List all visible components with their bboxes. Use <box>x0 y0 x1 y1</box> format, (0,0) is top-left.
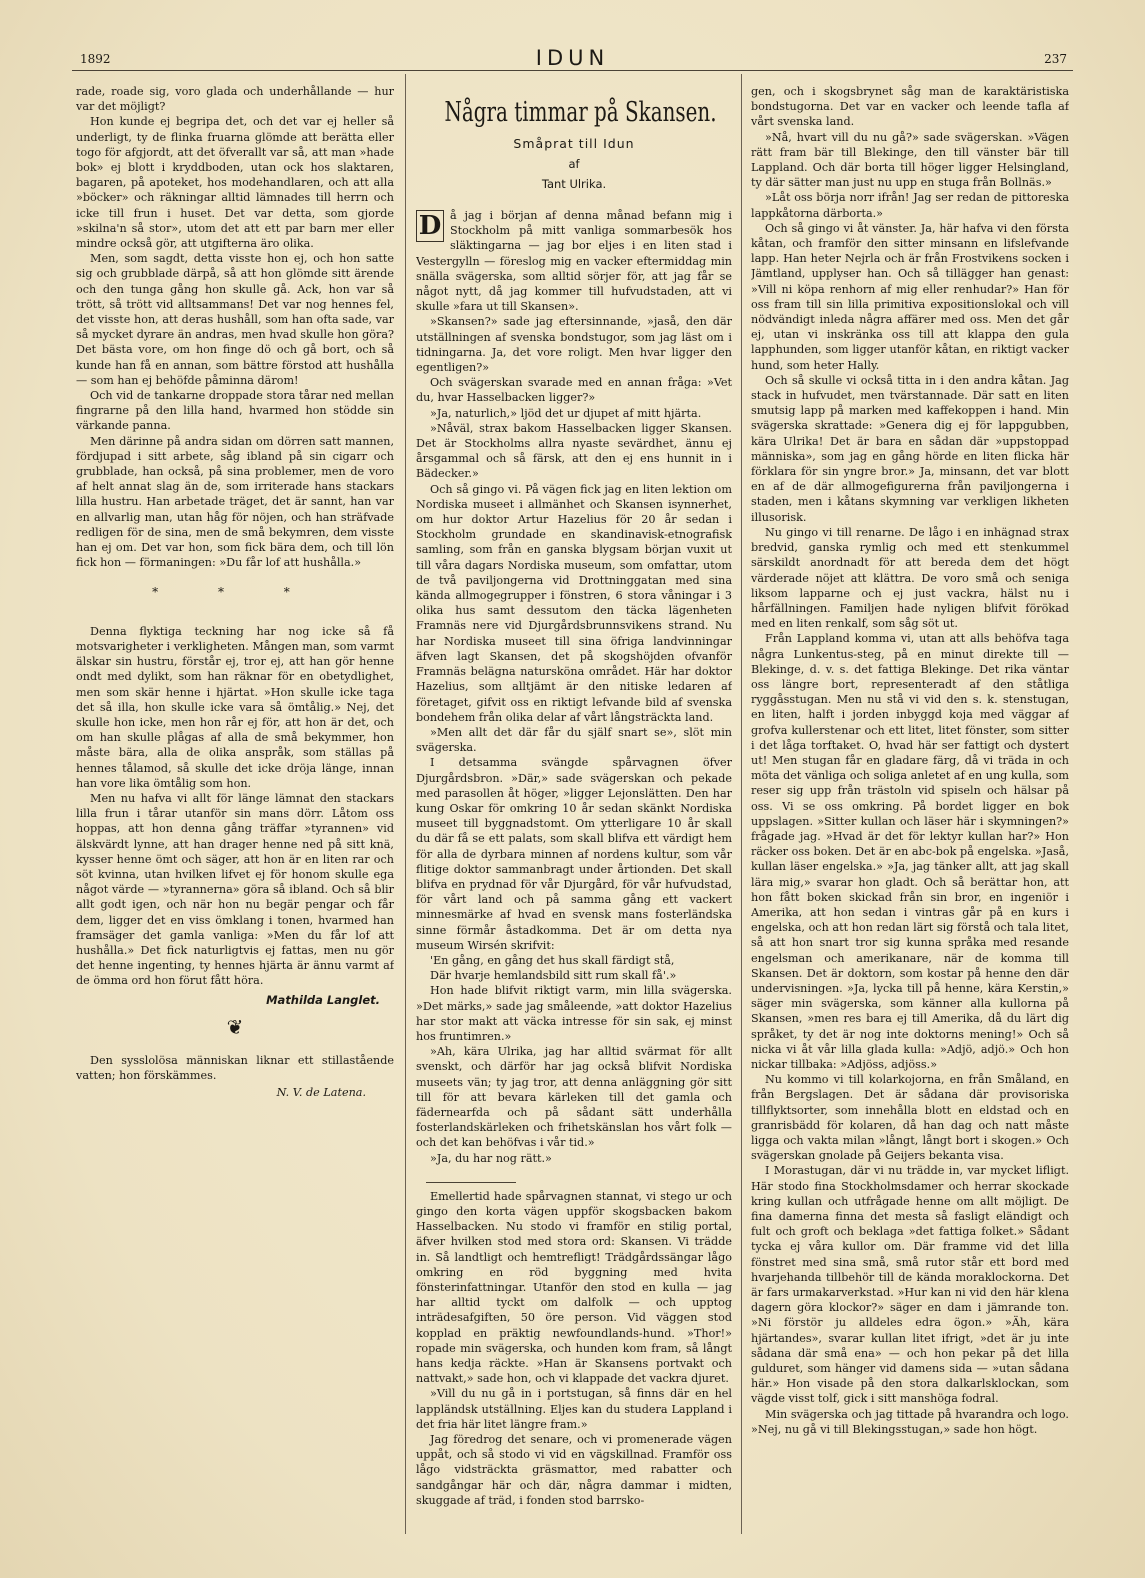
first-paragraph-text: å jag i början af denna månad befann mig i Stockholm på mitt vanliga sommarbesök hos släktingarna — jag bor eljes i en liten stad i Vestergylln — föreslog mig en vacker eftermiddag min snälla svägerska, som alltid sörjer för, att jag får se något nytt, då jag kommer till hufvudstaden, att vi skulle »fara ut till Skansen». <box>416 209 732 314</box>
ornament-icon: ❦ <box>226 1014 244 1039</box>
page-number: 237 <box>1044 52 1067 66</box>
paragraph: rade, roade sig, voro glada och underhållande — hur var det möjligt? <box>76 85 394 114</box>
poem-line: Där hvarje hemlandsbild sitt rum skall få'.» <box>430 969 677 983</box>
article-author: Tant Ulrika. <box>541 177 607 191</box>
paragraph: Och så gingo vi. På vägen fick jag en liten lektion om Nordiska museet i allmänhet och Skansen isynnerhet, om hur doktor Artur Hazelius för 20 år sedan i Stockholm grundade en skandinavisk-etnografisk samling, som från en ganska blygsam början vuxit ut till våra dagars Nordiska museum, som omfattar, utom de två paviljongerna vid Drottninggatan med sina kända allmogegrupper i fönstren, 6 stora våningar i 3 olika hus samt dessutom den täcka lägenheten Framnäs nere vid Djurgårdsbrunnsvikens strand. Nu har Nordiska museet till sina öfriga landvinningar äfven lagt Skansen, det på skogshöjden ofvanför Framnäs belägna natursköna området. Här har doktor Hazelius, som alltjämt är den nitiske ledaren af företaget, gifvit oss en riktigt lefvande bild af svenska bondehem från olika delar af vårt långsträckta land. <box>416 482 732 724</box>
paragraph: »Nåväl, strax bakom Hasselbacken ligger Skansen. Det är Stockholms allra nyaste sevärdhet, ännu ej årsgammal och så färsk, att den ej ens hunnit in i Bädecker.» <box>416 421 732 481</box>
paragraph: »Ja, du har nog rätt.» <box>430 1151 552 1165</box>
column-left <box>76 84 394 1524</box>
aphorism-author: N. V. de Latena. <box>276 1086 366 1100</box>
paragraph: Hon hade blifvit riktigt varm, min lilla svägerska. »Det märks,» sade jag småleende, »att doktor Hazelius har stor makt att väcka intresse för sin sak, ej minst hos fruntimren.» <box>416 984 732 1043</box>
column-middle <box>416 84 732 1524</box>
paragraph: »Nå, hvart vill du nu gå?» sade svägerskan. »Vägen rätt fram bär till Blekinge, den till vänster bär till Lappland. Och där borta till höger ligger Helsingland, ty där sätter man just nu upp en stuga från Bollnäs.» <box>751 130 1069 190</box>
drop-cap: D <box>416 210 444 242</box>
masthead-title: IDUN <box>535 46 610 70</box>
section-break-stars: * * * <box>152 584 318 599</box>
paragraph: Nu kommo vi till kolarkojorna, en från Småland, en från Bergslagen. Det är sådana där provisoriska tillflyktsorter, som innehålla blott en eldstad och en granrisbädd för kolaren, då han dag och natt måste ligga och vakta milan »långt, långt bort i skogen.» Och svägerskan gnolade på Geijers bekanta visa. <box>751 1073 1069 1163</box>
paragraph: Och svägerskan svarade med en annan fråga: »Vet du, hvar Hasselbacken ligger?» <box>416 376 732 405</box>
paragraph: Jag föredrog det senare, och vi promenerade vägen uppåt, och så stodo vi vid en vägskillnad. Framför oss lågo vidsträckta gräsmattor, med rabatter och sandgångar här och där, några dammar i midten, skuggade af träd, i fonden stod barrsko- <box>416 1433 732 1507</box>
page-header <box>72 48 1073 71</box>
paragraph: Men därinne på andra sidan om dörren satt mannen, fördjupad i sitt arbete, såg ibland på sin cigarr och grubblade, han också, på sina problemer, men de voro af helt annat slag än de, som irriterade hans stackars lilla hustru. Han arbetade träget, det är sannt, han var en allvarlig man, utan håg för nöjen, och han sträfvade redligen för de sina, men de små bekymren, dem visste han ej om. Det var hon, som fick bära dem, och till lön fick hon — förmaningen: »Du får lof att hushålla.» <box>76 434 394 570</box>
paragraph: Denna flyktiga teckning har nog icke så få motsvarigheter i verkligheten. Mången man, som varmt älskar sin hustru, förstår ej, tror ej, att han gör henne ondt med dylikt, som han räknar för en obetydlighet, men som skär henne i hjärtat. »Hon skulle icke taga det så illa, hon skulle icke vara så ömtålig.» Nej, det skulle hon icke, men hon rår ej för, att hon är det, och om han skulle plågas af alla de små bekymmer, hon måste bära, alla de olika anspråk, som ställas på hennes tålamod, så skulle det icke dröja länge, innan han vore lika ömtålig som hon. <box>76 624 394 790</box>
paragraph: »Skansen?» sade jag eftersinnande, »jaså, den där utställningen af svenska bondstugor, som jag läst om i tidningarna. Ja, det vore roligt. Men hvar ligger den egentligen?» <box>416 315 732 375</box>
paragraph: Från Lappland komma vi, utan att alls behöfva taga några Lunkentus-steg, på en minut direkte till — Blekinge, d. v. s. det fattiga Blekinge. Det rika väntar oss längre bort, representeradt af den ståtliga ryggåsstugan. Men nu stå vi vid den s. k. stenstugan, en liten, halft i jorden inbyggd koja med väggar af grofva kullerstenar och ett litet, litet fönster, som sitter i det låga torftaket. O, hvad här ser fattigt och dystert ut! Men stugan får en gladare färg, då vi träda in och möta det vänliga och soliga anletet af en ung kulla, som reser sig upp från trästoln vid spiseln och hälsar på oss. Vi se oss omkring. På bordet ligger en bok uppslagen. »Sitter kullan och läser här i skymningen?» frågade jag. »Hvad är det för lektyr kullan har?» Hon räcker oss boken. Det är en abc-bok på engelska. »Jaså, kullan läser engelska.» »Ja, jag tänker allt, att jag skall lära mig,» svarar hon gladt. Och så berättar hon, att hon fått boken skickad från sin bror, en ingeniör i Amerika, att hon sedan i vintras går på en kurs i engelska, och att hon redan lärt sig förstå och tala litet, så att hon snart tror sig kunna språka med resande engelsman och amerikanare, när de komma till Skansen. Det är doktorn, som kostar på henne den där undervisningen. »Ja, lycka till på henne, kära Kerstin,» säger min svägerska, som känner alla kullorna på Skansen, »men res bara ej till Amerika, då du lärt dig språket, ty det är nog inte doktorns mening!» Och så nicka vi åt vår lilla glada kulla: »Adjö, adjö.» Och hon nickar tillbaka: »Adjöss, adjöss.» <box>751 632 1069 1071</box>
byline-af: af <box>568 157 580 171</box>
paragraph: gen, och i skogsbrynet såg man de karaktäristiska bondstugorna. Det var en vacker och leende tafla af vårt svenska land. <box>751 85 1069 129</box>
column-divider <box>405 74 406 1534</box>
paragraph: I Morastugan, där vi nu trädde in, var mycket lifligt. Här stodo fina Stockholmsdamer och herrar skockade kring kullan och utfrågade henne om allt möjligt. De fina damerna finna det mesta så fasligt eländigt och fult och groft och beklaga »det fattiga folket.» Sådant tycka ej våra kullor om. Där framme vid det lilla fönstret med sina små, små rutor står ett bord med hvarjehanda tillbehör till de kända moraklockorna. Det är fars urmakarverkstad. »Hur kan ni vid den här klena dagern göra klockor?» säger en dam i jämrande ton. »Ni förstör ju alldeles edra ögon.» »Äh, kära hjärtandes», svarar kullan litet ifrigt, »det är ju inte sådana där små ena» — och hon pekar på det lilla gulduret, som hänger vid damens sida — »utan sådana här.» Hon visade på den stora dalkarlsklockan, som vägde visst tolf, gick i sitt manshöga fodral. <box>751 1164 1069 1406</box>
article-title: Några timmar på Skansen. <box>444 97 717 128</box>
author-signature: Mathilda Langlet. <box>266 992 380 1007</box>
section-rule <box>426 1182 516 1183</box>
paragraph: Min svägerska och jag tittade på hvarandra och logo. »Nej, nu gå vi till Blekingsstugan,» sade hon högt. <box>751 1407 1069 1436</box>
paragraph: Emellertid hade spårvagnen stannat, vi stego ur och gingo den korta vägen uppför skogsbacken bakom Hasselbacken. Nu stodo vi framför en stilig portal, äfver hvilken stod med stora ord: Skansen. Vi trädde in. Så landtligt och hemtrefligt! Trädgårdssängar lågo omkring en röd byggning med hvita fönsterinfattningar. Utanför den stod en kulla — jag har alltid tyckt om dalfolk — och upptog inträdesafgiften, 50 öre person. Vid väggen stod kopplad en präktig newfoundlands-hund. »Thor!» ropade min svägerska, och hunden kom fram, så långt hans kedja räckte. »Han är Skansens portvakt och nattvakt,» sade hon, och vi klappade det vackra djuret. <box>416 1189 732 1386</box>
column-right <box>751 84 1069 1524</box>
paragraph: Och vid de tankarne droppade stora tårar ned mellan fingrarne på den lilla hand, hvarmed hon stödde sin värkande panna. <box>76 389 394 433</box>
poem-line: 'En gång, en gång det hus skall färdigt stå, <box>430 953 675 967</box>
paragraph: Men nu hafva vi allt för länge lämnat den stackars lilla frun i tårar utanför sin mans dörr. Låtom oss hoppas, att hon denna gång träffar »tyrannen» vid älskvärdt lynne, att han drager henne ned på sitt knä, kysser henne ömt och säger, att hon är en liten rar och söt kvinna, utan hvilken lifvet ej för honom skulle ega något värde — »tyrannerna» göra så ibland. Och så blir allt godt igen, och när hon nu begär pengar och får dem, ligger det en viss ömklang i tonen, hvarmed han framsäger det gamla vanliga: »Men du får lof att hushålla.» Det fick naturligtvis ej fattas, men nu gör det henne ingenting, ty hennes hjärta är ännu varmt af de ömma ord hon förut fått höra. <box>76 791 394 988</box>
paragraph: Och så skulle vi också titta in i den andra kåtan. Jag stack in hufvudet, men tvärstannade. Där satt en liten smutsig lapp på marken med kaffekoppen i hand. Min svägerska skrattade: »Genera dig ej för lappgubben, kära Ulrika! Det är bara en sådan där »uppstoppad människa», som jag en gång hörde en liten flicka här förklara för sin yngre bror.» Ja, minsann, det var blott en af de där allmogefigurerna från paviljongerna i staden, men i kåtans skymning var verkligen likheten illusorisk. <box>751 373 1069 524</box>
article-subtitle: Småprat till Idun <box>513 136 635 151</box>
paragraph: Hon kunde ej begripa det, och det var ej heller så underligt, ty de flinka fruarna glömde att berätta eller togo för afgjordt, att det öfverallt var så, att man »hade bok» ej blott i kryddboden, utan ock hos slaktaren, bagaren, på apoteket, hos modehandlaren, och att alla »böcker» och räkningar alltid lämnades till herrn och icke till frun i huset. Det var detta, som gjorde »skilna'n så stor», utom det att ett par barn mer eller mindre också gör, att utgifterna äro olika. <box>76 115 394 251</box>
paragraph: I detsamma svängde spårvagnen öfver Djurgårdsbron. »Där,» sade svägerskan och pekade med parasollen åt höger, »ligger Lejonslätten. Den har kung Oskar för omkring 10 år sedan skänkt Nordiska museet till byggnadstomt. Om ytterligare 10 år skall du där få se ett palats, som skall blifva ett värdigt hem för alla de dyrbara minnen af nordens kultur, som vår flitige doktor sammanbragt under årtionden. Det skall blifva en prydnad för vår Djurgård, för vår hufvudstad, för vårt land och på samma gång ett vackert minnesmärke af hvad en svensk mans fosterländska sinne förmår åstadkomma. Det är om detta nya museum Wirsén skrifvit: <box>416 756 732 952</box>
first-paragraph <box>416 208 732 314</box>
aphorism: Den sysslolösa människan liknar ett stillastående vatten; hon förskämmes. <box>76 1053 394 1083</box>
paragraph: »Men allt det där får du själf snart se», slöt min svägerska. <box>416 725 732 755</box>
column-divider <box>741 74 742 1534</box>
paragraph: Men, som sagdt, detta visste hon ej, och hon satte sig och grubblade därpå, så att hon glömde sitt ärende och den tunga gång hon skulle gå. Ack, hon var så trött, så trött vid alltsammans! Det var nog hennes fel, det visste hon, att deras hushåll, som han ofta sade, var så mycket dyrare än andras, men hvad skulle hon göra? Det bästa vore, om hon finge dö och gå bort, och så kunde han få en annan, som bättre förstod att hushålla — som han ej behöfde påminna därom! <box>76 252 394 387</box>
paragraph: »Ah, kära Ulrika, jag har alltid svärmat för allt svenskt, och därför har jag också blifvit Nordiska museets vän; ty jag tror, att denna anläggning gör sitt till för att bevara kärleken till det gamla och fädernearfda och på sådant sätt underhålla fosterlandskärleken och frihetskänslan hos vårt folk — och det kan behöfvas i vår tid.» <box>416 1045 732 1150</box>
paragraph: »Ja, naturlich,» ljöd det ur djupet af mitt hjärta. <box>430 406 702 420</box>
paragraph: »Vill du nu gå in i portstugan, så finns där en hel lappländsk utställning. Eljes kan du studera Lappland i det fria här litet längre fram.» <box>416 1387 732 1431</box>
paragraph: Och så gingo vi åt vänster. Ja, här hafva vi den första kåtan, och framför den sitter minsann en lifslefvande lapp. Han heter Nejrla och är från Frostvikens socken i Jämtland, upplyser han. Och så tillägger han genast: »Vill ni köpa renhorn af mig eller renhudar?» Han för oss fram till sin lilla primitiva expositionslokal och vill nödvändigt inleda några affärer med oss. Men det går ej, utan vi inskränka oss till att klappa den gula lapphunden, som ligger utanför kåtan, en riktigt vacker hund, som heter Hally. <box>751 221 1069 372</box>
paragraph: Nu gingo vi till renarne. De lågo i en inhägnad strax bredvid, ganska rymlig och med ett stenkummel särskildt anordnadt för att bereda dem det högt värderade nöjet att klättra. De voro små och seniga liksom lapparne och ej just vackra, hälst nu i hårfällningen. Familjen hade nyligen blifvit förökad med en liten renkalf, som såg söt ut. <box>751 525 1069 631</box>
paragraph: »Låt oss börja norr ifrån! Jag ser redan de pittoreska lappkåtorna därborta.» <box>751 191 1069 220</box>
header-year: 1892 <box>80 52 111 66</box>
